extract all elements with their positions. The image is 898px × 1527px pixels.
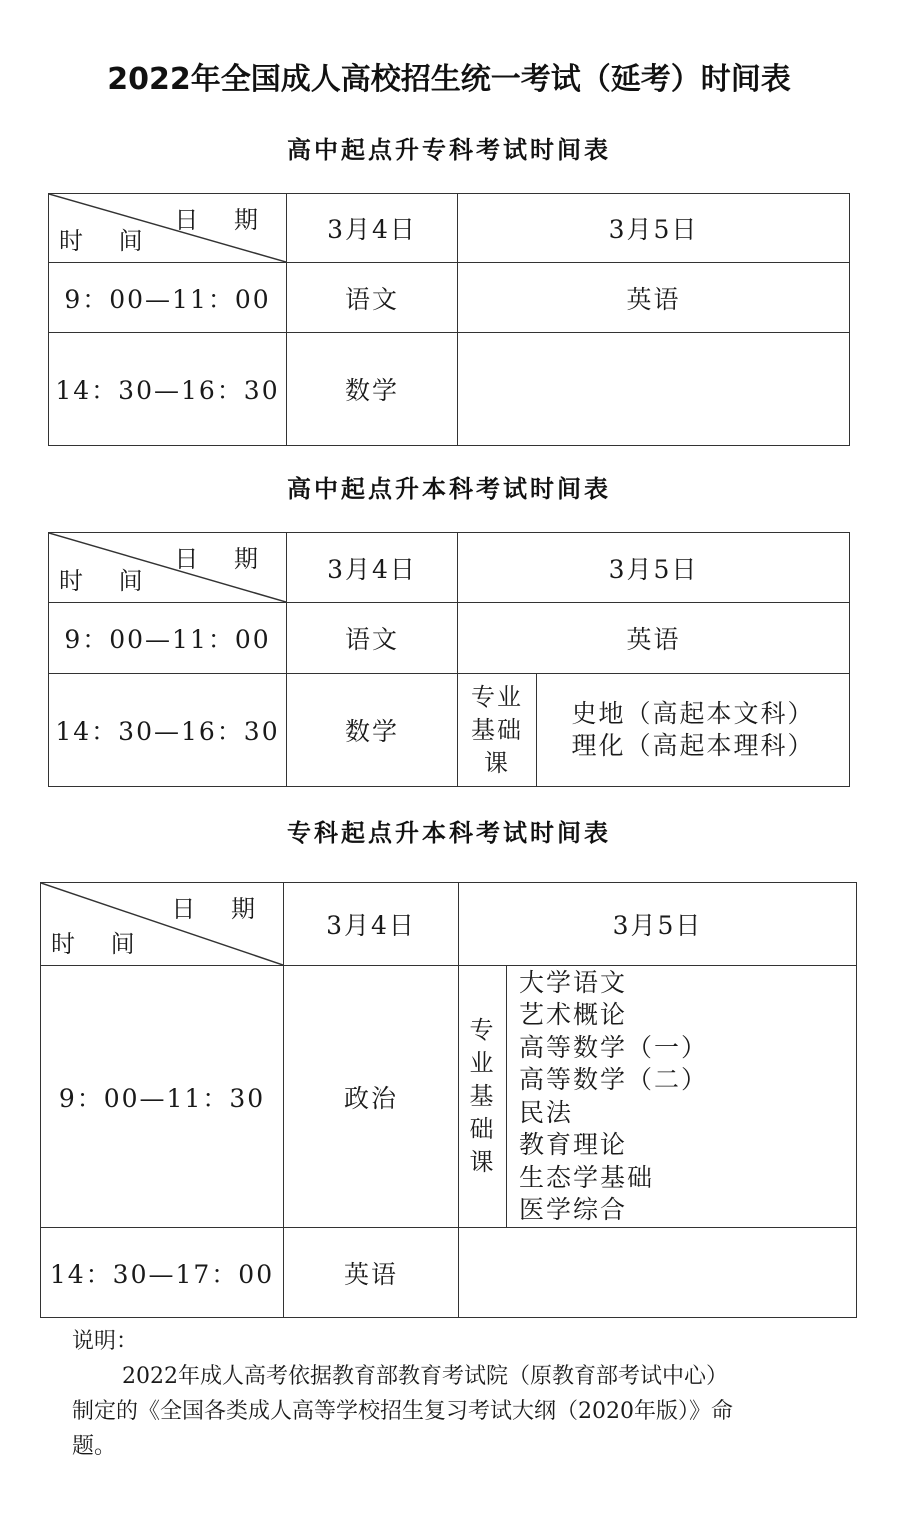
note-line: 2022年成人高考依据教育部教育考试院（原教育部考试中心） <box>122 1364 728 1389</box>
list-item: 史地（高起本文科） <box>571 699 815 728</box>
time-cell: 14：30—16：30 <box>49 333 287 446</box>
time-cell: 14：30—16：30 <box>49 674 287 787</box>
subject-cell: 数学 <box>287 333 458 446</box>
list-item: 高等数学（二） <box>519 1065 709 1094</box>
subject-list-cell <box>507 966 857 1228</box>
table1-date-2: 3月5日 <box>458 194 850 263</box>
subject-cell: 语文 <box>287 603 458 674</box>
table-row <box>49 674 850 787</box>
table1-header-corner <box>49 194 287 263</box>
subject-cell: 数学 <box>287 674 458 787</box>
header-time-label: 时 间 <box>59 567 157 595</box>
subject-cell: 英语 <box>458 603 850 674</box>
note-section <box>72 1324 832 1464</box>
subject-cell <box>458 333 850 446</box>
table1 <box>48 193 850 446</box>
subject-cell: 政治 <box>284 966 459 1228</box>
time-cell: 9：00—11：00 <box>49 603 287 674</box>
list-item: 大学语文 <box>519 967 628 997</box>
table-row <box>49 263 850 333</box>
note-line: 制定的《全国各类成人高等学校招生复习考试大纲（2020年版）》命 <box>72 1399 733 1424</box>
list-item: 生态学基础 <box>519 1162 655 1192</box>
time-cell: 14：30—17：00 <box>41 1228 284 1318</box>
table1-title: 高中起点升专科考试时间表 <box>287 135 611 164</box>
subject-cell: 英语 <box>458 263 850 333</box>
table1-date-1: 3月4日 <box>287 194 458 263</box>
header-date-label: 日 期 <box>171 895 269 923</box>
note-line: 题。 <box>72 1434 117 1459</box>
table3-date-1: 3月4日 <box>284 883 459 966</box>
subject-cell: 英语 <box>284 1228 459 1318</box>
list-item: 民法 <box>519 1097 574 1127</box>
table3-header-corner <box>41 883 284 966</box>
table-row <box>49 603 850 674</box>
table2-title: 高中起点升本科考试时间表 <box>287 474 611 503</box>
table3-title: 专科起点升本科考试时间表 <box>287 818 611 847</box>
header-time-label: 时 间 <box>51 930 149 958</box>
table-row <box>41 966 857 1228</box>
header-date-label: 日 期 <box>174 206 272 234</box>
subject-list-cell <box>537 674 850 787</box>
note-label: 说明： <box>72 1329 139 1354</box>
table-row <box>41 1228 857 1318</box>
subject-cell <box>459 1228 857 1318</box>
list-item: 教育理论 <box>519 1130 628 1159</box>
header-date-label: 日 期 <box>174 545 272 573</box>
category-label-cell: 专业 基础 课 <box>458 674 537 787</box>
subject-cell: 语文 <box>287 263 458 333</box>
table-row <box>49 333 850 446</box>
table3-date-2: 3月5日 <box>459 883 857 966</box>
table2 <box>48 532 850 787</box>
header-time-label: 时 间 <box>59 227 157 255</box>
table2-date-2: 3月5日 <box>458 533 850 603</box>
category-label-cell: 专 业 基 础 课 <box>459 966 507 1228</box>
list-item: 医学综合 <box>519 1195 628 1224</box>
time-cell: 9：00—11：00 <box>49 263 287 333</box>
time-cell: 9：00—11：30 <box>41 966 284 1228</box>
table2-date-1: 3月4日 <box>287 533 458 603</box>
list-item: 艺术概论 <box>519 1000 628 1029</box>
table3 <box>40 882 857 1318</box>
list-item: 理化（高起本理科） <box>571 731 815 760</box>
page-title: 2022年全国成人高校招生统一考试（延考）时间表 <box>107 62 791 97</box>
list-item: 高等数学（一） <box>519 1032 709 1062</box>
table2-header-corner <box>49 533 287 603</box>
